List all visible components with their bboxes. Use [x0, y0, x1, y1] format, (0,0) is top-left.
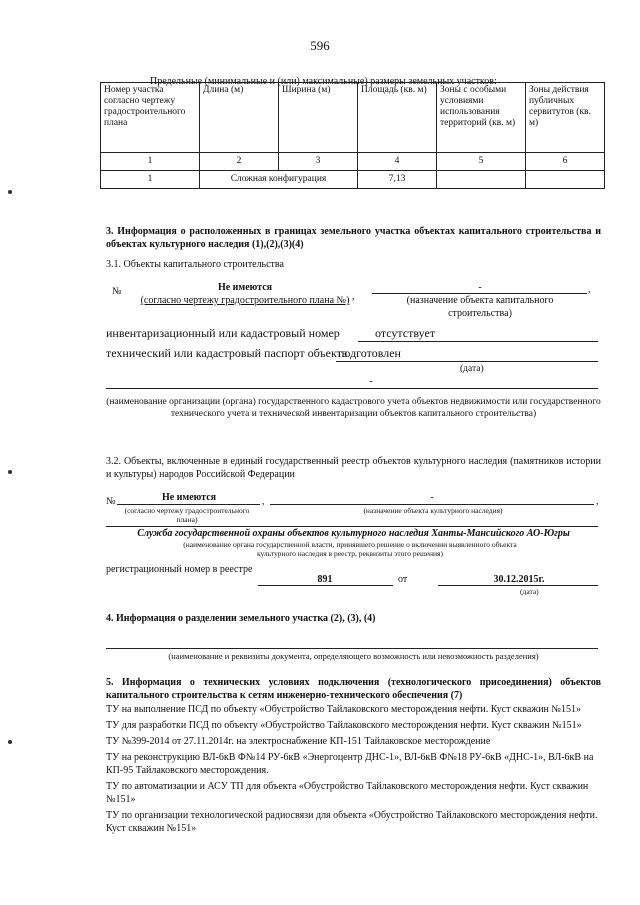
- binder-hole: [8, 190, 12, 194]
- authority-caption: (наименование органа государственной власти, принявшего решение о включении выявленного объекта культурного наследия в реестр, реквизиты этого решения): [183, 540, 517, 558]
- heritage-number-caption: (согласно чертежу градостроительного плана): [124, 506, 250, 524]
- registry-number-line: [258, 585, 393, 586]
- table-row: [101, 171, 605, 189]
- separator-comma: ,: [588, 284, 591, 295]
- table-caption: Предельные (минимальные и (или) максимальные) размеры земельных участков:: [150, 76, 497, 87]
- passport-line: [336, 361, 598, 362]
- binder-hole: [8, 470, 12, 474]
- heritage-purpose-caption: (назначение объекта культурного наследия): [363, 506, 503, 515]
- column-number: 2: [200, 153, 279, 171]
- org-caption: (наименование организации (органа) государственного кадастрового учета объектов недвижимости или государственного технического учета и технической инвентаризации объектов капитального строительства): [106, 397, 601, 419]
- cell-special-zones: [437, 171, 526, 189]
- table-header: Площадь (кв. м): [358, 83, 437, 153]
- cell-servitudes: [526, 171, 605, 189]
- section32-title: 3.2. Объекты, включенные в единый государственный реестр объектов культурного наследия (памятников истории и культуры) народов Российской Федерации: [106, 456, 601, 480]
- date-caption: (дата): [460, 364, 484, 374]
- section4-heading: 4. Информация о разделении земельного участка (2), (3), (4): [106, 613, 376, 624]
- table-header: Ширина (м): [279, 83, 358, 153]
- authority-value: Служба государственной охраны объектов культурного наследия Ханты-Мансийского АО-Югры: [137, 528, 570, 539]
- org-value: -: [369, 376, 373, 387]
- org-line: [106, 388, 598, 389]
- table-header: Номер участка согласно чертежу градостроительного плана: [101, 83, 200, 153]
- registry-label: регистрационный номер в реестре: [106, 564, 253, 575]
- table-header-row: [101, 83, 605, 153]
- separator-comma: ,: [352, 291, 355, 302]
- heritage-purpose-line: [270, 504, 594, 505]
- binder-hole: [8, 740, 12, 744]
- inventory-line: [358, 341, 598, 342]
- table-header: Длина (м): [200, 83, 279, 153]
- list-item: ТУ по организации технологической радиосвязи для объекта «Обустройство Тайлаковского месторождения нефти. Куст скважин №151»: [106, 810, 598, 834]
- registry-date: 30.12.2015г.: [493, 574, 545, 585]
- list-item: ТУ на выполнение ПСД по объекту «Обустройство Тайлаковского месторождения нефти. Куст скважин №151»: [106, 704, 581, 715]
- column-number: 1: [101, 153, 200, 171]
- list-item: ТУ для разработки ПСД по объекту «Обустройство Тайлаковского месторождения нефти. Куст скважин №151»: [106, 720, 582, 731]
- table-header: Зоны действия публичных сервитутов (кв. м): [526, 83, 605, 153]
- page-number: 596: [310, 38, 330, 53]
- section4-line: [106, 648, 598, 649]
- section3-heading: 3. Информация о расположенных в границах земельного участка объектах капитального строительства и объектах культурного наследия (1),(2),(3)(4): [106, 226, 601, 250]
- object-number-value: Не имеются: [217, 282, 273, 293]
- column-number: 4: [358, 153, 437, 171]
- table-header: Зоны с особыми условиями использования территорий (кв. м): [437, 83, 526, 153]
- conditions-list: [106, 703, 601, 838]
- registry-date-line: [438, 585, 598, 586]
- inventory-label: инвентаризационный или кадастровый номер: [106, 326, 340, 340]
- object-purpose-value: -: [478, 282, 482, 293]
- heritage-number-label: №: [106, 496, 116, 507]
- inventory-value: отсутствует: [375, 326, 436, 340]
- cell-dimensions: Сложная конфигурация: [200, 171, 358, 189]
- object-number-caption: (согласно чертежу градостроительного плана №): [140, 295, 350, 306]
- passport-value: подготовлен: [338, 346, 401, 360]
- heritage-purpose-value: -: [430, 492, 434, 503]
- registry-from-label: от: [398, 574, 408, 585]
- land-plot-table: [100, 82, 605, 189]
- separator-comma: ,: [596, 496, 599, 507]
- heritage-number-line: [117, 504, 260, 505]
- passport-label: технический или кадастровый паспорт объекта: [106, 346, 348, 360]
- list-item: ТУ №399-2014 от 27.11.2014г. на электроснабжение КП-151 Тайлаковское месторождение: [106, 736, 491, 747]
- section5-heading: 5. Информация о технических условиях подключения (технологического присоединения) объектов капитального строительства к сетям инженерно-технического обеспечения (7): [106, 677, 601, 701]
- cell-area: 7,13: [358, 171, 437, 189]
- object-number-label: №: [112, 286, 122, 297]
- heritage-number-value: Не имеются: [161, 492, 217, 503]
- separator-comma: ,: [262, 496, 265, 507]
- list-item: ТУ на реконструкцию ВЛ-6кВ Ф№14 РУ-6кВ «Энергоцентр ДНС-1», ВЛ-6кВ Ф№18 РУ-6кВ «ДНС-1», ВЛ-6кВ на КП-95 Тайлаковского месторождения.: [106, 752, 594, 776]
- column-number: 3: [279, 153, 358, 171]
- list-item: ТУ по автоматизации и АСУ ТП для объекта «Обустройство Тайлаковского месторождения нефти. Куст скважин №151»: [106, 781, 589, 805]
- section4-caption: (наименование и реквизиты документа, определяющего возможность или невозможность разделения): [168, 651, 539, 661]
- table-number-row: [101, 153, 605, 171]
- column-number: 6: [526, 153, 605, 171]
- object-purpose-caption: (назначение объекта капитального строительства): [406, 295, 554, 319]
- cell-plot-number: 1: [101, 171, 200, 189]
- section31-title: 3.1. Объекты капитального строительства: [106, 259, 284, 270]
- registry-date-caption: (дата): [520, 587, 539, 596]
- column-number: 5: [437, 153, 526, 171]
- registry-number: 891: [317, 574, 333, 585]
